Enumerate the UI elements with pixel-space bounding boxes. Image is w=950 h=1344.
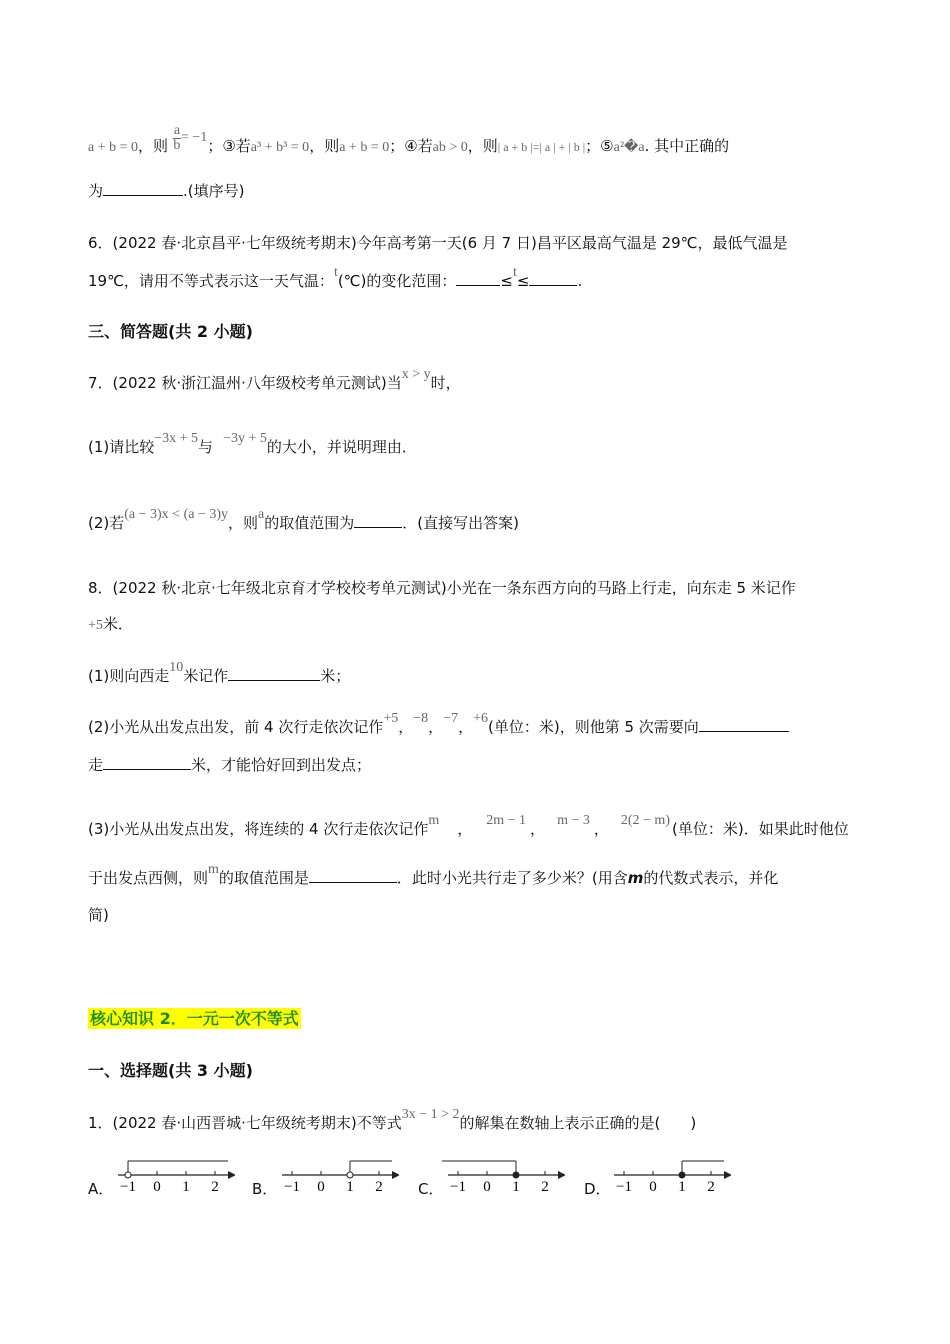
q7-stem: [88, 367, 461, 393]
text: ，则: [138, 137, 169, 155]
math-expr: 2m − 1: [486, 813, 527, 828]
answer-blank[interactable]: [309, 868, 397, 883]
tick-label: −1: [616, 1179, 632, 1195]
text: .(填序号): [183, 182, 245, 200]
text: ≤: [516, 272, 530, 290]
q8-part1: [88, 660, 351, 686]
text: ；③若: [207, 137, 251, 155]
fraction-a-over-b: [173, 124, 181, 153]
text: ；⑤: [585, 137, 614, 155]
math-expr: | a + b |=| a | + | b |: [497, 140, 586, 154]
text: ，则: [228, 514, 259, 532]
q6-line1: 6．(2022 春·北京昌平·七年级统考期末)今年高考第一天(6 月 7 日)昌平区最高气温是 29℃，最低气温是: [88, 234, 788, 252]
boundary-point: [347, 1172, 353, 1178]
text: 的解集在数轴上表示正确的是( ): [459, 1114, 697, 1132]
arrow-head: [724, 1171, 731, 1179]
text: 的取值范围是: [218, 869, 309, 887]
option-d-label[interactable]: D．: [584, 1180, 611, 1198]
q8-part3-line3: 简): [88, 906, 109, 924]
arrow-head: [558, 1171, 565, 1179]
q7-part1: [88, 431, 417, 457]
text: 于出发点西侧，则: [88, 869, 209, 887]
math-expr: t: [512, 265, 517, 280]
math-expr: a²�a: [613, 140, 645, 155]
text: (单位：米)，则他第 5 次需要向: [488, 718, 699, 736]
text: 的大小，并说明理由．: [266, 438, 417, 456]
core-knowledge-title: [88, 1006, 301, 1029]
text: ≤: [500, 272, 513, 290]
math-expr: +6: [473, 711, 489, 726]
text: ，: [398, 718, 414, 736]
math-expr: −3x + 5: [154, 431, 199, 446]
number-line-c[interactable]: [440, 1155, 565, 1205]
number-line-b[interactable]: [274, 1155, 399, 1205]
text: ；④若: [389, 137, 433, 155]
option-b-label[interactable]: B．: [252, 1180, 278, 1198]
boundary-point: [679, 1172, 685, 1178]
tick-label: 0: [483, 1179, 491, 1195]
q8-stem-cont: [88, 613, 133, 634]
tick-label: −1: [284, 1179, 300, 1195]
math-expr: x > y: [401, 367, 431, 382]
tick-label: 2: [707, 1179, 715, 1195]
math-expr: +5: [88, 618, 103, 633]
text: 的代数式表示，并化: [643, 869, 779, 887]
tick-label: 1: [512, 1179, 520, 1195]
q6-line2: [88, 265, 583, 291]
math-expr: a³ + b³ = 0: [250, 140, 310, 155]
answer-blank[interactable]: [529, 271, 577, 286]
text: ，: [457, 820, 473, 838]
text: ，则: [467, 137, 498, 155]
text: 7．(2022 秋·浙江温州·八年级校考单元测试)当: [88, 374, 402, 392]
q8-part2-line1: [88, 711, 789, 737]
math-expr: a + b = 0: [339, 140, 390, 155]
text: 19℃，请用不等式表示这一天气温：: [88, 272, 334, 290]
tick-label: 0: [153, 1179, 161, 1195]
answer-blank[interactable]: [103, 181, 183, 196]
number-line-a[interactable]: [110, 1155, 235, 1205]
frac-num: a: [173, 123, 181, 138]
answer-blank[interactable]: [354, 513, 402, 528]
section-title: 三、简答题(共 2 小题): [88, 322, 253, 341]
math-expr: m: [428, 813, 440, 828]
math-expr: 3x − 1 > 2: [401, 1107, 460, 1122]
text: (1)则向西走: [88, 667, 170, 685]
text: 米．: [102, 615, 133, 633]
q5-line1: [88, 123, 730, 161]
highlighted-title: 核心知识 2．一元一次不等式: [90, 1009, 299, 1028]
section-title: 一、选择题(共 3 小题): [88, 1061, 253, 1080]
tick-label: 1: [678, 1179, 686, 1195]
text: (2)小光从出发点出发，前 4 次行走依次记作: [88, 718, 384, 736]
boundary-point: [125, 1172, 131, 1178]
q8-part3-line2: [88, 862, 779, 888]
text: 时，: [430, 374, 461, 392]
math-expr: m − 3: [557, 813, 590, 828]
tick-label: −1: [450, 1179, 466, 1195]
text: 米，才能恰好回到出发点；: [191, 756, 372, 774]
tick-label: 0: [649, 1179, 657, 1195]
text: (单位：米)．如果此时他位: [671, 820, 849, 838]
boundary-point: [513, 1172, 519, 1178]
math-expr: 2(2 − m): [620, 813, 670, 828]
answer-blank[interactable]: [456, 271, 500, 286]
text: (2)若: [88, 514, 125, 532]
q7-part2: [88, 507, 519, 533]
tick-label: 0: [317, 1179, 325, 1195]
math-expr: −3y + 5: [223, 431, 267, 446]
text: ．(直接写出答案): [402, 514, 519, 532]
tick-label: 1: [182, 1179, 190, 1195]
text: 的取值范围为: [264, 514, 355, 532]
q8-part2-line2: [88, 754, 371, 775]
text: ，: [593, 820, 609, 838]
math-expr: = −1: [181, 130, 208, 145]
answer-blank[interactable]: [228, 666, 320, 681]
q8-stem: 8．(2022 秋·北京·七年级北京育才学校校考单元测试)小光在一条东西方向的马路上行走，向东走 5 米记作: [88, 579, 796, 597]
text: (℃)的变化范围：: [337, 272, 457, 290]
text: 走: [88, 756, 104, 774]
math-expr: a: [258, 507, 265, 522]
tick-label: 2: [375, 1179, 383, 1195]
arrow-head: [228, 1171, 235, 1179]
mc1-stem: [88, 1107, 697, 1133]
math-expr: m: [208, 862, 219, 877]
text: ．此时小光共行走了多少米？(用含: [396, 869, 628, 887]
option-a-label[interactable]: A．: [88, 1180, 114, 1198]
text: . 其中正确的: [644, 137, 730, 155]
text: ，: [530, 820, 546, 838]
q8-part3-line1: [88, 813, 849, 839]
math-expr: (a − 3)x < (a − 3)y: [124, 507, 229, 522]
option-c-label[interactable]: C．: [418, 1180, 444, 1198]
math-expr: −8: [413, 711, 429, 726]
math-expr: −7: [443, 711, 459, 726]
text: 与: [198, 438, 214, 456]
text: ，: [428, 718, 444, 736]
math-expr: +5: [383, 711, 399, 726]
arrow-head: [392, 1171, 399, 1179]
text: 为: [88, 182, 104, 200]
tick-label: 1: [346, 1179, 354, 1195]
text: ，: [458, 718, 474, 736]
text: ，则: [309, 137, 340, 155]
answer-blank[interactable]: [103, 755, 191, 770]
number-line-d[interactable]: [606, 1155, 731, 1205]
text: .: [577, 272, 583, 290]
text: 1．(2022 春·山西晋城·七年级统考期末)不等式: [88, 1114, 402, 1132]
text: 米记作: [183, 667, 229, 685]
math-expr: t: [333, 265, 338, 280]
math-expr: a + b = 0: [88, 140, 139, 155]
math-expr: m: [627, 869, 644, 887]
q5-line2: [88, 180, 245, 201]
tick-label: 2: [211, 1179, 219, 1195]
tick-label: 2: [541, 1179, 549, 1195]
math-expr: 10: [169, 660, 184, 675]
answer-blank[interactable]: [699, 717, 789, 732]
math-expr: ab > 0: [432, 140, 468, 155]
text: (1)请比较: [88, 438, 155, 456]
tick-label: −1: [120, 1179, 136, 1195]
text: 米；: [320, 667, 351, 685]
text: (3)小光从出发点出发，将连续的 4 次行走依次记作: [88, 820, 429, 838]
frac-den: b: [173, 138, 181, 153]
